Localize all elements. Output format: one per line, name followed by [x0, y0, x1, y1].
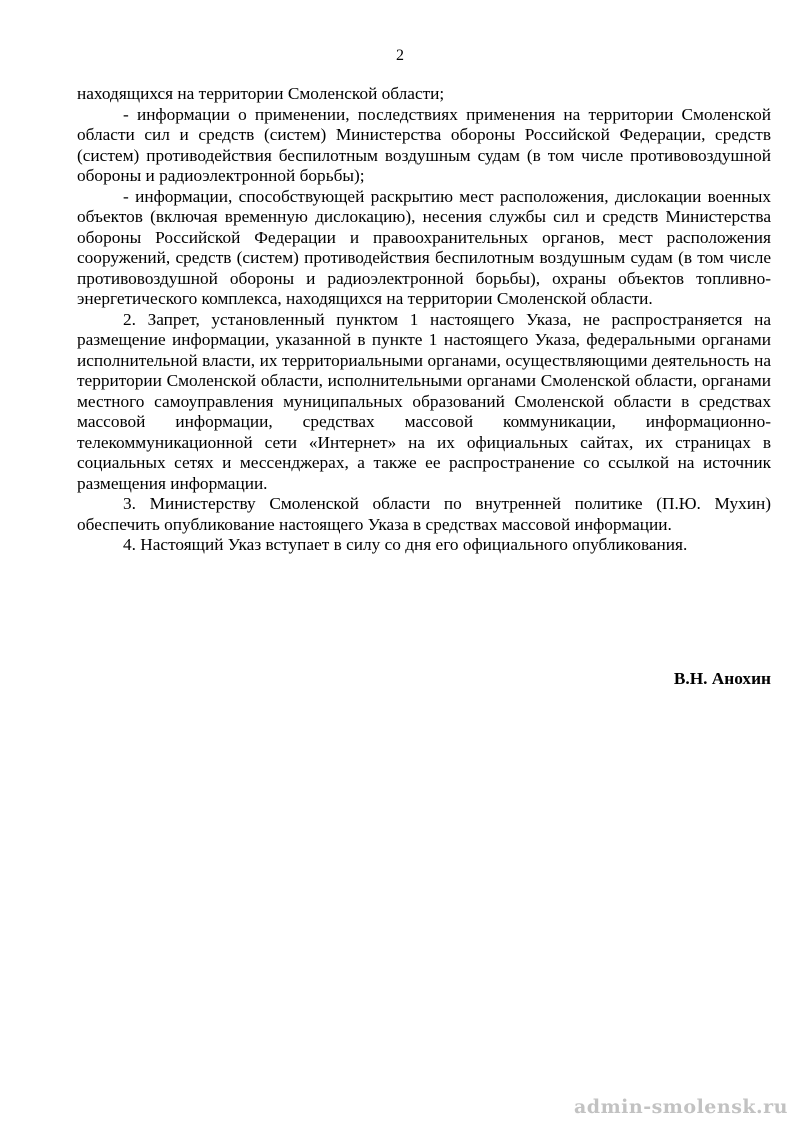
document-body — [77, 84, 771, 556]
paragraph-continuation: находящихся на территории Смоленской области; — [77, 84, 445, 103]
signature-name: В.Н. Анохин — [673, 669, 771, 688]
paragraph-item-location-info: - информации, способствующей раскрытию мест расположения, дислокации военных объектов (включая временную дислокацию), несения службы сил и средств Министерства обороны Российской Федерации и правоохранительных органов, мест расположения сооружений, средств (систем) противодействия беспилотным воздушным судам (в том числе противовоздушной обороны и радиоэлектронной борьбы), охраны объектов топливно-энергетического комплекса, находящихся на территории Смоленской области. — [77, 186, 771, 308]
paragraph-item-use-info: - информации о применении, последствиях применения на территории Смоленской области сил и средств (систем) Министерства обороны Российской Федерации, средств (систем) противодействия беспилотным воздушным судам (в том числе противовоздушной обороны и радиоэлектронной борьбы); — [77, 104, 771, 185]
watermark: admin-smolensk.ru — [573, 1096, 788, 1118]
page-number: 2 — [396, 47, 404, 64]
paragraph-clause-4: 4. Настоящий Указ вступает в силу со дня его официального опубликования. — [123, 535, 688, 554]
paragraph-clause-2: 2. Запрет, установленный пунктом 1 настоящего Указа, не распространяется на размещение информации, указанной в пункте 1 настоящего Указа, федеральными органами исполнительной власти, их территориальными органами, осуществляющими деятельность на территории Смоленской области, исполнительными органами Смоленской области, органами местного самоуправления муниципальных образований Смоленской области в средствах массовой информации, средствах массовой коммуникации, информационно-телекоммуникационной сети «Интернет» на их официальных сайтах, их страницах в социальных сетях и мессенджерах, а также ее распространение со ссылкой на источник размещения информации. — [77, 309, 771, 493]
paragraph-clause-3: 3. Министерству Смоленской области по внутренней политике (П.Ю. Мухин) обеспечить опубликование настоящего Указа в средствах массовой информации. — [77, 494, 771, 534]
